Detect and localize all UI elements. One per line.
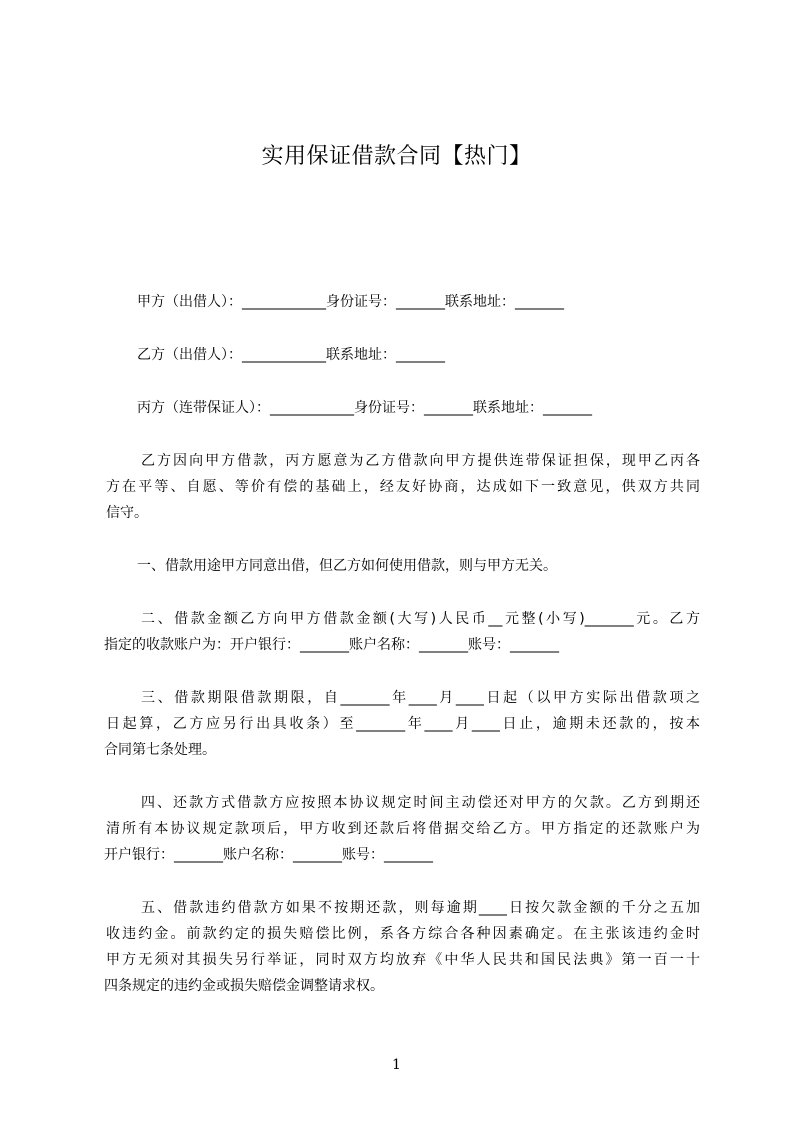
party-c-line: 丙方（连带保证人）：____________身份证号：_______联系地址：_______ bbox=[137, 400, 592, 416]
page-number: 1 bbox=[392, 1057, 401, 1073]
clause-4-line-2: 清所有本协议规定款项后，甲方收到还款后将借据交给乙方。甲方指定的还款账户为 bbox=[106, 821, 700, 837]
document-title: 实用保证借款合同【热门】 bbox=[261, 144, 532, 169]
clause-5-line-3: 甲方无须对其损失另行举证，同时双方均放弃《中华人民共和国民法典》第一百一十 bbox=[106, 952, 700, 968]
clause-2-line-1: 二、借款金额乙方向甲方借款金额(大写)人民币__元整(小写)_______元。乙方 bbox=[141, 611, 700, 627]
clause-5-line-1: 五、借款违约借款方如果不按期还款，则每逾期____日按欠款金额的千分之五加 bbox=[141, 900, 700, 916]
clause-5-line-4: 四条规定的违约金或损失赔偿金调整请求权。 bbox=[104, 978, 384, 994]
party-b-line: 乙方（出借人）：____________联系地址：_______ bbox=[137, 347, 445, 363]
clause-1-line-1: 一、借款用途甲方同意出借，但乙方如何使用借款，则与甲方无关。 bbox=[137, 558, 557, 574]
clause-4-line-1: 四、还款方式借款方应按照本协议规定时间主动偿还对甲方的欠款。乙方到期还 bbox=[141, 795, 700, 811]
preamble-line-2: 方在平等、自愿、等价有偿的基础上，经友好协商，达成如下一致意见，供双方共同 bbox=[106, 479, 700, 495]
clause-3-line-2: 日起算，乙方应另行出具收条）至_______年____月____日止，逾期未还款的，按本 bbox=[106, 716, 700, 732]
preamble-line-1: 乙方因向甲方借款，丙方愿意为乙方借款向甲方提供连带保证担保，现甲乙丙各 bbox=[141, 453, 700, 469]
clause-3-line-1: 三、借款期限借款期限，自_______年____月____日起（以甲方实际出借款项之 bbox=[141, 690, 700, 706]
party-a-line: 甲方（出借人）：____________身份证号：_______联系地址：_______ bbox=[137, 294, 564, 310]
clause-4-line-3: 开户银行：_______账户名称：_______账号：_______ bbox=[104, 847, 433, 863]
clause-3-line-3: 合同第七条处理。 bbox=[104, 742, 216, 758]
preamble-line-3: 信守。 bbox=[106, 505, 148, 521]
clause-2-line-2: 指定的收款账户为：开户银行：_______账户名称：_______账号：_______ bbox=[104, 637, 559, 653]
clause-5-line-2: 收违约金。前款约定的损失赔偿比例，系各方综合各种因素确定。在主张该违约金时 bbox=[106, 926, 700, 942]
